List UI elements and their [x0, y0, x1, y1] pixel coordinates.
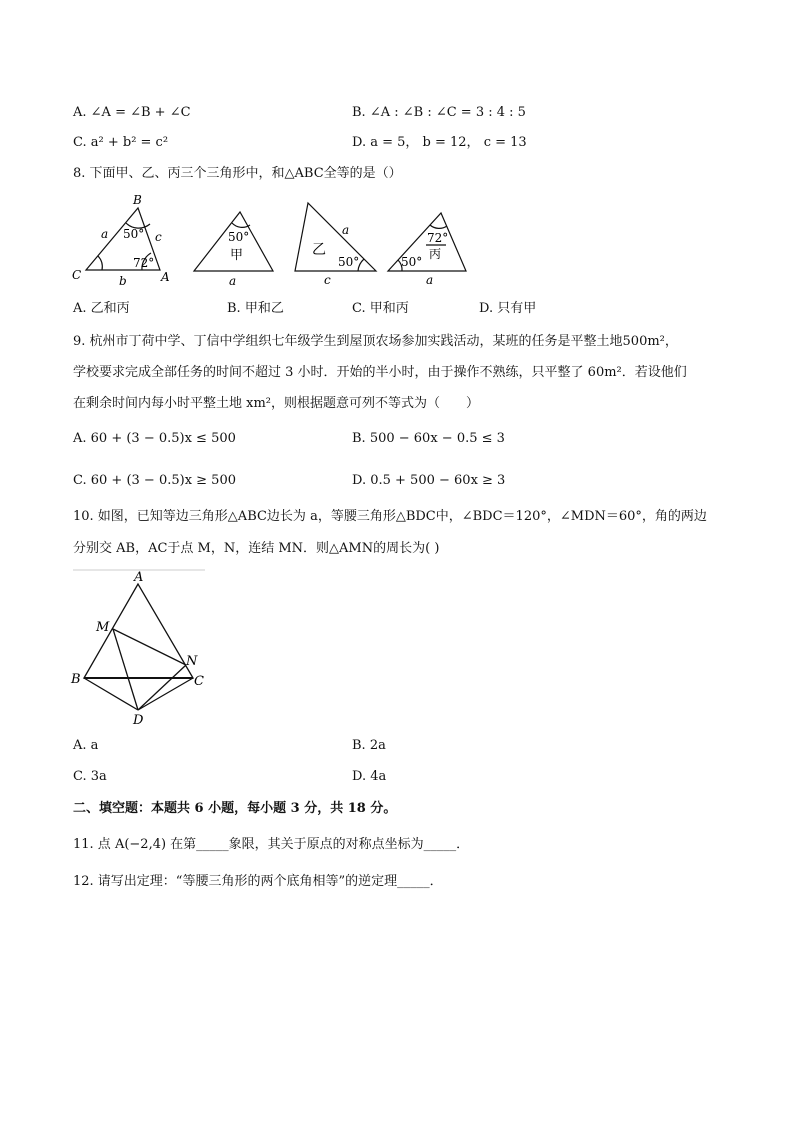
bing-angle-left: 50° — [401, 255, 423, 269]
jia-side: a — [229, 274, 237, 288]
point-c: C — [194, 674, 204, 689]
point-d: D — [133, 713, 144, 728]
q10-option-b: B. 2a — [352, 738, 386, 753]
yi-angle-label: 50° — [338, 255, 360, 269]
q9-option-a: A. 60 + (3 − 0.5)x ≤ 500 — [73, 431, 236, 446]
bing-angle-top: 72° — [427, 231, 449, 245]
q8-stem: 8. 下面甲、乙、丙三个三角形中，和△ABC全等的是（） — [73, 166, 402, 181]
point-n: N — [186, 654, 198, 669]
angle-b-label: 50° — [123, 227, 145, 241]
bing-side: a — [426, 273, 434, 287]
q8-figure — [66, 190, 486, 288]
q8-option-a: A. 乙和丙 — [73, 301, 130, 316]
yi-name: 乙 — [312, 242, 326, 258]
side-c: c — [155, 230, 162, 244]
q7-option-d: D. a = 5， b = 12， c = 13 — [352, 135, 527, 150]
q10-option-a: A. a — [73, 738, 99, 753]
bing-name: 丙 — [429, 247, 442, 261]
jia-angle-label: 50° — [228, 230, 250, 244]
q9-line-3: 在剩余时间内每小时平整土地 xm²，则根据题意可列不等式为（ ） — [73, 396, 480, 411]
q8-option-d: D. 只有甲 — [479, 301, 537, 316]
side-a: a — [101, 227, 109, 241]
q9-option-c: C. 60 + (3 − 0.5)x ≥ 500 — [73, 473, 236, 488]
q9-line-2: 学校要求完成全部任务的时间不超过 3 小时．开始的半小时，由于操作不熟练，只平整了 60m²．若设他们 — [73, 365, 687, 380]
label-c: C — [72, 268, 82, 282]
jia-name: 甲 — [230, 248, 244, 263]
q9-option-b: B. 500 − 60x − 0.5 ≤ 3 — [352, 431, 505, 446]
side-b: b — [119, 274, 127, 288]
q11-text: 11. 点 A(−2,4) 在第_____象限，其关于原点的对称点坐标为_____． — [73, 837, 470, 852]
point-m: M — [96, 620, 110, 635]
point-a: A — [134, 570, 144, 585]
q9-line-1: 9. 杭州市丁荷中学、丁信中学组织七年级学生到屋顶农场参加实践活动，某班的任务是平整土地500m²， — [73, 334, 678, 349]
angle-a-label: 72° — [133, 256, 155, 270]
yi-side-bottom: c — [324, 273, 331, 287]
label-b: B — [133, 193, 142, 207]
q7-option-b: B. ∠A : ∠B : ∠C = 3 : 4 : 5 — [352, 105, 526, 120]
label-a: A — [161, 270, 170, 284]
yi-side-top: a — [342, 223, 350, 237]
q9-option-d: D. 0.5 + 500 − 60x ≥ 3 — [352, 473, 506, 488]
q10-line-1: 10. 如图，已知等边三角形△ABC边长为 a，等腰三角形△BDC中，∠BDC＝120°，∠MDN＝60°，角的两边 — [73, 509, 707, 524]
q7-option-c: C. a² + b² = c² — [73, 135, 169, 150]
q8-option-b: B. 甲和乙 — [227, 301, 284, 316]
point-b: B — [71, 672, 81, 687]
triangle-yi — [295, 203, 376, 271]
q10-figure — [70, 568, 210, 728]
q10-option-c: C. 3a — [73, 769, 107, 784]
q10-line-2: 分别交 AB，AC于点 M，N，连结 MN．则△AMN的周长为( ) — [73, 541, 440, 556]
q8-option-c: C. 甲和丙 — [352, 301, 409, 316]
q7-option-a: A. ∠A = ∠B + ∠C — [73, 105, 191, 120]
q12-text: 12. 请写出定理：“等腰三角形的两个底角相等”的逆定理_____． — [73, 874, 443, 889]
q10-option-d: D. 4a — [352, 769, 387, 784]
section-fill-in-heading: 二、填空题：本题共 6 小题，每小题 3 分，共 18 分。 — [73, 801, 397, 816]
